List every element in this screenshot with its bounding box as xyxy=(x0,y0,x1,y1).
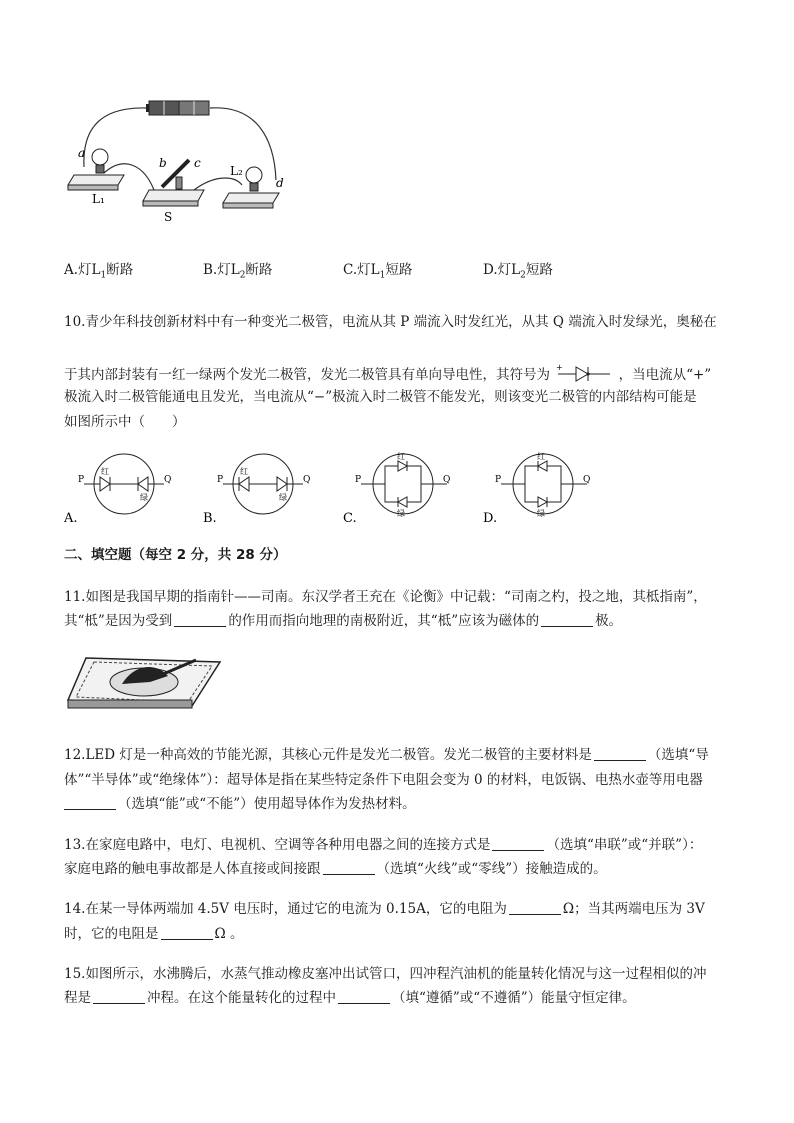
q10-option-c-diagram[interactable] xyxy=(343,452,473,528)
label-b: b xyxy=(159,156,167,170)
label-l2: L₂ xyxy=(230,164,243,178)
svg-text:红: 红 xyxy=(101,467,109,476)
svg-text:红: 红 xyxy=(537,452,545,461)
svg-text:绿: 绿 xyxy=(537,509,545,518)
svg-text:绿: 绿 xyxy=(397,509,405,518)
svg-text:Q: Q xyxy=(303,475,311,485)
q13-blank-1[interactable] xyxy=(492,836,544,851)
q10-option-a-letter: A. xyxy=(64,511,78,526)
svg-text:P: P xyxy=(78,475,85,485)
svg-text:P: P xyxy=(217,475,224,485)
q15-blank-2[interactable] xyxy=(338,989,390,1004)
q15-line2: 程是 冲程。在这个能量转化的过程中 （填“遵循”或“不遵循”）能量守恒定律。 xyxy=(64,990,636,1006)
q10-line4: 如图所示中（ ） xyxy=(64,414,186,430)
svg-text:Q: Q xyxy=(164,475,172,485)
label-l1: L₁ xyxy=(92,192,105,206)
svg-text:P: P xyxy=(355,475,362,485)
sinan-compass-figure xyxy=(64,652,224,720)
diode-symbol-icon xyxy=(554,362,614,384)
q14-line2: 时，它的电阻是 Ω 。 xyxy=(64,926,244,942)
q14-blank-2[interactable] xyxy=(161,925,213,940)
svg-text:绿: 绿 xyxy=(279,493,287,502)
svg-text:红: 红 xyxy=(240,467,248,476)
label-c: c xyxy=(194,156,201,170)
q10-option-b-letter: B. xyxy=(203,511,217,526)
battery-icon xyxy=(146,101,209,115)
q12-blank-2[interactable] xyxy=(64,795,116,810)
q14-blank-1[interactable] xyxy=(509,900,561,915)
svg-text:Q: Q xyxy=(443,475,451,485)
lamp-l1-icon xyxy=(68,149,124,190)
q9-option-a[interactable]: A.灯$L_1$断路 xyxy=(64,262,134,281)
q11-line2: 其“柢”是因为受到 的作用而指向地理的南极附近，其“柢”应该为磁体的 极。 xyxy=(64,613,623,629)
q9-option-b[interactable]: B.灯$L_2$断路 xyxy=(203,262,273,281)
q13-blank-2[interactable] xyxy=(323,860,375,875)
q15-blank-1[interactable] xyxy=(93,989,145,1004)
label-a: a xyxy=(78,146,86,160)
svg-text:Q: Q xyxy=(583,475,591,485)
q11-blank-2[interactable] xyxy=(541,612,593,627)
q10-option-d-letter: D. xyxy=(483,511,498,526)
q9-option-c[interactable]: C.灯$L_1$短路 xyxy=(343,262,413,281)
svg-text:绿: 绿 xyxy=(140,493,148,502)
label-d: d xyxy=(276,176,284,190)
q13-line1: 13.在家庭电路中，电灯、电视机、空调等各种用电器之间的连接方式是 （选填“串联”或“并联”）： xyxy=(64,837,703,853)
q12-blank-1[interactable] xyxy=(594,746,646,761)
section2-heading: 二、填空题（每空 2 分，共 28 分） xyxy=(64,547,287,563)
svg-text:红: 红 xyxy=(397,452,405,461)
q11-line1: 11.如图是我国早期的指南针——司南。东汉学者王充在《论衡》中记载：“司南之杓，投之地，其柢指南”， xyxy=(64,589,707,605)
q9-option-d[interactable]: D.灯$L_2$短路 xyxy=(483,262,553,281)
q13-line2: 家庭电路的触电事故都是人体直接或间接跟 （选填“火线”或“零线”）接触造成的。 xyxy=(64,861,607,877)
q14-line1: 14.在某一导体两端加 4.5V 电压时，通过它的电流为 0.15A，它的电阻为 Ω；当其两端电压为 3V xyxy=(64,901,705,917)
svg-text:+: + xyxy=(556,363,563,372)
q10-option-b-diagram[interactable] xyxy=(203,452,323,528)
circuit-figure xyxy=(64,95,304,230)
q10-option-d-diagram[interactable] xyxy=(483,452,613,528)
svg-text:P: P xyxy=(495,475,502,485)
label-s: S xyxy=(164,210,173,224)
q10-line2: 于其内部封装有一红一绿两个发光二极管，发光二极管具有单向导电性，其符号为 + ，当电流从“+” xyxy=(64,363,712,383)
q10-option-c-letter: C. xyxy=(343,511,357,526)
q10-line3: 极流入时二极管能通电且发光，当电流从“−”极流入时二极管不能发光，则该变光二极管的内部结构可能是 xyxy=(64,389,697,405)
q10-line1: 10.青少年科技创新材料中有一种变光二极管，电流从其 P 端流入时发红光，从其 Q 端流入时发绿光，奥秘在 xyxy=(64,314,717,330)
q15-line1: 15.如图所示，水沸腾后，水蒸气推动橡皮塞冲出试管口，四冲程汽油机的能量转化情况与这一过程相似的冲 xyxy=(64,966,707,982)
q11-blank-1[interactable] xyxy=(174,612,226,627)
q10-option-a-diagram[interactable] xyxy=(64,452,184,528)
q12-line1: 12.LED 灯是一种高效的节能光源，其核心元件是发光二极管。发光二极管的主要材料是 （选填“导 xyxy=(64,747,709,763)
q12-line3: （选填“能”或“不能”）使用超导体作为发热材料。 xyxy=(64,794,416,814)
q12-line2: 体”“半导体”或“绝缘体”）：超导体是指在某些特定条件下电阻会变为 0 的材料，电饭锅、电热水壶等用电器 xyxy=(64,772,703,788)
